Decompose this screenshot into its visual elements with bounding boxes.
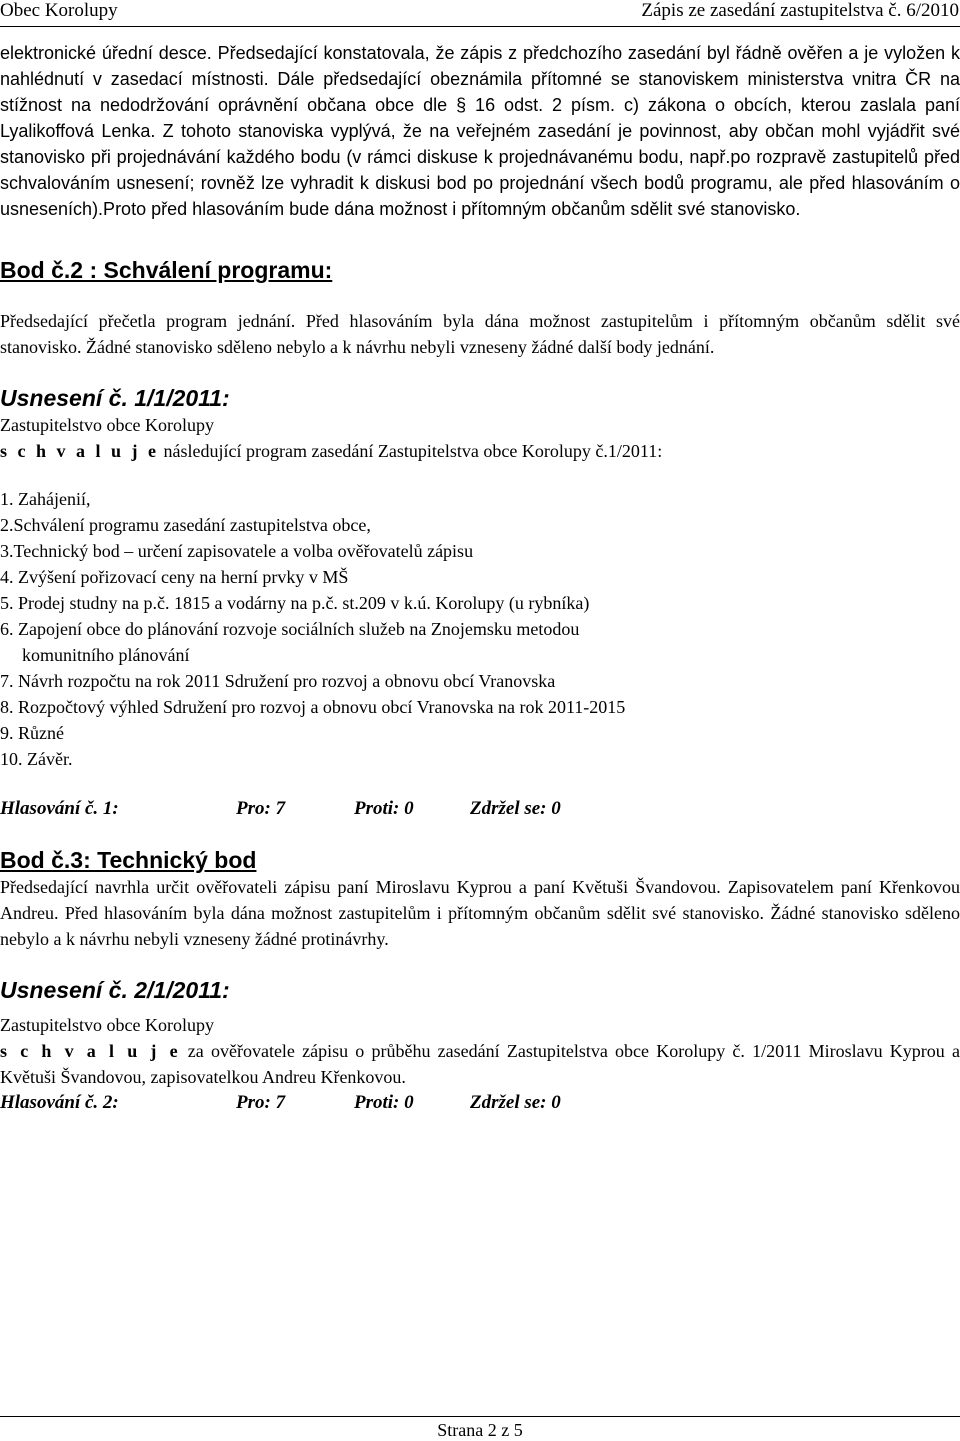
resolution-2-text: za ověřovatele zápisu o průběhu zasedání Zastupitelstva obce Korolupy č. 1/2011 Miroslavu Kyprou a Květuši Švandovou, zapisovatelkou Andreu Křenkovou. — [0, 1041, 960, 1087]
program-item: 9. Různé — [0, 723, 64, 743]
resolution-heading-2: Usnesení č. 2/1/2011: — [0, 977, 230, 1003]
document-body — [0, 40, 960, 1116]
intro-paragraph — [0, 40, 960, 222]
section-heading-bod2: Bod č.2 : Schválení programu: — [0, 257, 333, 283]
intro-text-part1: elektronické úřední desce. Předsedající konstatovala, že zápis z předchozího zasedání byl řádně ověřen a je vyložen k nahlédnutí v zasedací místnosti. Dále předsedající obeznámila přítomné se stanoviskem ministerstva vnitra ČR na stížnost na nedodržování oprávnění občana obce dle § 16 odst. 2 písm. c) zákona o obcích, kterou zaslala paní Lyalikoffová Lenka. — [0, 43, 960, 141]
program-item: 5. Prodej studny na p.č. 1815 a vodárny na p.č. st.209 v k.ú. Korolupy (u rybníka) — [0, 593, 590, 613]
vote-for: Pro: 7 — [236, 798, 286, 819]
vote-result-1 — [0, 796, 960, 822]
vote-against: Proti: 0 — [354, 798, 414, 819]
program-list — [0, 486, 960, 772]
vote-label: Hlasování č. 1: — [0, 798, 119, 819]
program-item: 2.Schválení programu zasedání zastupitelstva obce, — [0, 515, 371, 535]
program-item: 3.Technický bod – určení zapisovatele a volba ověřovatelů zápisu — [0, 541, 474, 561]
vote-against: Proti: 0 — [354, 1092, 414, 1113]
page-header — [0, 0, 960, 27]
header-municipality: Obec Korolupy — [0, 0, 118, 21]
resolution-1-body-line2 — [0, 438, 960, 464]
bod2-paragraph: Předsedající přečetla program jednání. Před hlasováním byla dána možnost zastupitelům i přítomným občanům sdělit své stanovisko. Žádné stanovisko sděleno nebylo a k návrhu nebyli vzneseny žádné další body jednání. — [0, 311, 960, 357]
vote-abstain: Zdržel se: 0 — [470, 798, 561, 819]
resolution-heading-1: Usnesení č. 1/1/2011: — [0, 385, 230, 411]
program-item: 6. Zapojení obce do plánování rozvoje sociálních služeb na Znojemsku metodou — [0, 619, 580, 639]
resolution-1-text: následující program zasedání Zastupitelstva obce Korolupy č.1/2011: — [159, 441, 663, 461]
resolution-2-body-line2 — [0, 1038, 960, 1090]
section-heading-bod3: Bod č.3: Technický bod — [0, 847, 257, 873]
vote-for: Pro: 7 — [236, 1092, 286, 1113]
resolution-1-body-line1: Zastupitelstvo obce Korolupy — [0, 415, 214, 435]
program-item: 7. Návrh rozpočtu na rok 2011 Sdružení pro rozvoj a obnovu obcí Vranovska — [0, 671, 556, 691]
program-item: 4. Zvýšení pořizovací ceny na herní prvky v MŠ — [0, 567, 349, 587]
program-item-continuation: komunitního plánování — [22, 645, 190, 665]
program-item: 10. Závěr. — [0, 749, 73, 769]
vote-label: Hlasování č. 2: — [0, 1092, 119, 1113]
bod3-paragraph: Předsedající navrhla určit ověřovateli zápisu paní Miroslavu Kyprou a paní Květuši Švandovou. Zapisovatelem paní Křenkovou Andreu. Před hlasováním byla dána možnost zastupitelům i přítomným občanům sdělit své stanovisko. Žádné stanovisko sděleno nebylo a k návrhu nebyli vzneseny žádné protinávrhy. — [0, 877, 960, 949]
intro-text-part2: Z tohoto stanoviska vyplývá, že na veřejném zasedání je povinnost, aby občan mohl vyjádřit své stanovisko při projednávání každého bodu (v rámci diskuse k projednávanému bodu, např.po rozpravě zastupitelů před schvalováním usnesení; rovněž lze vyhradit k diskusi bod po projednání všech bodů programu, ale před hlasováním o usneseních).Proto před hlasováním bude dána možnost i přítomným občanům sdělit své stanovisko. — [0, 121, 960, 219]
approves-keyword: s c h v a l u j e — [0, 1041, 181, 1061]
footer-divider — [0, 1416, 960, 1417]
program-item: 8. Rozpočtový výhled Sdružení pro rozvoj a obnovu obcí Vranovska na rok 2011-2015 — [0, 697, 626, 717]
approves-keyword: s c h v a l u j e — [0, 441, 159, 461]
header-document-title: Zápis ze zasedání zastupitelstva č. 6/2010 — [641, 0, 959, 21]
program-item: 1. Zahájenií, — [0, 489, 91, 509]
page-number: Strana 2 z 5 — [437, 1420, 523, 1440]
resolution-2-body-line1: Zastupitelstvo obce Korolupy — [0, 1015, 214, 1035]
vote-abstain: Zdržel se: 0 — [470, 1092, 561, 1113]
vote-result-2 — [0, 1090, 960, 1116]
